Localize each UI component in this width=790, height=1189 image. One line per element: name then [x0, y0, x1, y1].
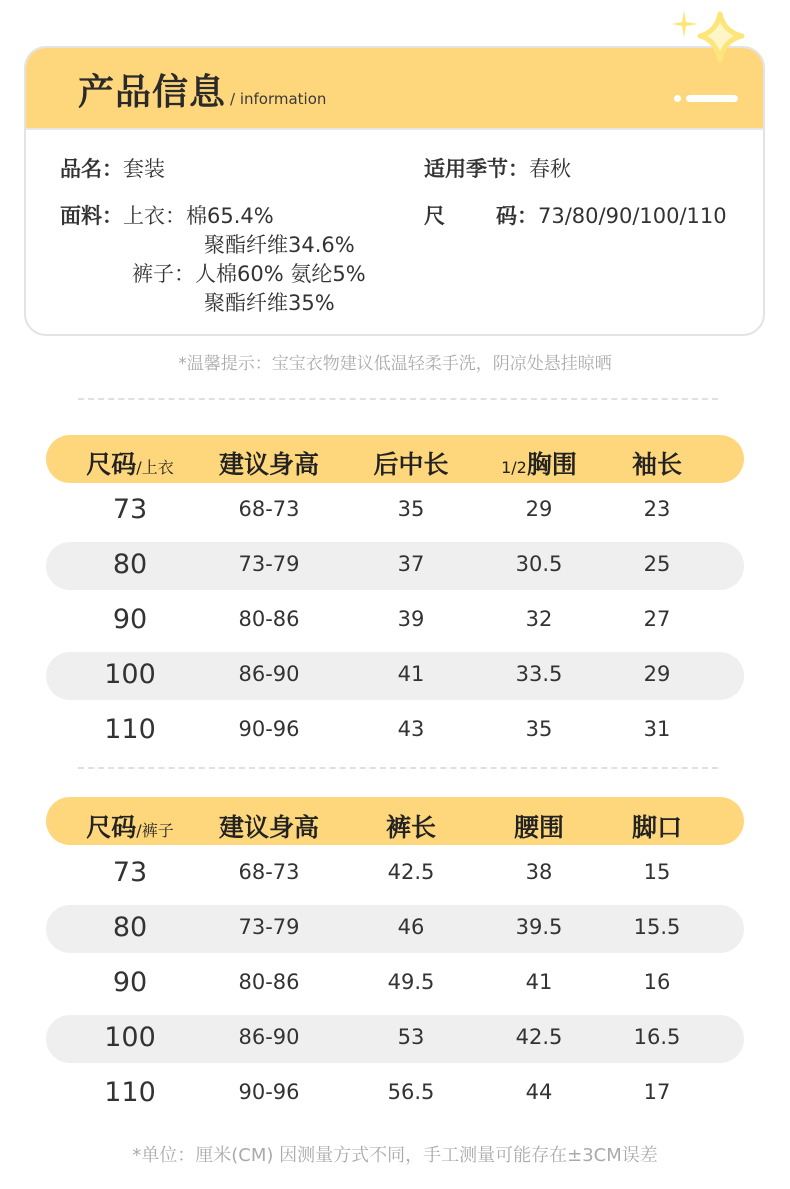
top-table-cell: 25: [643, 552, 671, 576]
fabric-label: 面料：: [60, 204, 123, 228]
top-table-cell: 68-73: [238, 497, 300, 521]
pants-header-size: 尺码/裤子: [86, 813, 174, 842]
pants-table-cell: 73: [112, 857, 148, 888]
pants-table-cell: 73-79: [238, 915, 300, 939]
top-table-cell: 27: [643, 607, 671, 631]
pants-table-cell: 41: [525, 970, 553, 994]
pants-table-cell: 42.5: [515, 1025, 563, 1049]
size-value: 73/80/90/100/110: [538, 204, 727, 228]
pants-table-cell: 110: [104, 1077, 156, 1108]
pants-table-cell: 80: [112, 912, 148, 943]
pants-fabric-line-2: 聚酯纤维35%: [204, 291, 335, 315]
product-info-title: 产品信息: [78, 72, 227, 113]
pants-table-cell: 39.5: [515, 915, 563, 939]
top-label: 上衣：: [123, 204, 186, 228]
top-table-cell: 29: [525, 497, 553, 521]
season-value: 春秋: [529, 157, 571, 181]
top-table-cell: 33.5: [515, 662, 563, 686]
pants-table-cell: 53: [397, 1025, 425, 1049]
top-table-cell: 29: [643, 662, 671, 686]
pants-table-cell: 68-73: [238, 860, 300, 884]
top-table-cell: 110: [104, 714, 156, 745]
top-table-cell: 80: [112, 549, 148, 580]
pants-table-cell: 38: [525, 860, 553, 884]
info-name-row: [60, 155, 165, 184]
pants-table-cell: 15: [643, 860, 671, 884]
top-header-height: 建议身高: [218, 450, 319, 479]
top-table-cell: 23: [643, 497, 671, 521]
pants-label: 裤子：: [132, 262, 195, 286]
pants-table-cell: 46: [397, 915, 425, 939]
pants-header-height: 建议身高: [218, 813, 319, 842]
pants-table-cell: 16.5: [633, 1025, 681, 1049]
top-table-cell: 90: [112, 604, 148, 635]
fabric-label-row: [60, 202, 274, 231]
pants-table-cell: 56.5: [387, 1080, 435, 1104]
top-header-sleeve: 袖长: [631, 450, 682, 479]
pants-table-cell: 42.5: [387, 860, 435, 884]
top-table-cell: 30.5: [515, 552, 563, 576]
pants-table-cell: 86-90: [238, 1025, 300, 1049]
top-table-cell: 43: [397, 717, 425, 741]
pants-fabric-row: [132, 260, 366, 289]
top-header-size: 尺码/上衣: [86, 450, 174, 479]
top-table-cell: 41: [397, 662, 425, 686]
sparkle-icon: [670, 4, 760, 74]
top-table-cell: 86-90: [238, 662, 300, 686]
product-info-header: [26, 48, 763, 130]
top-table-cell: 35: [525, 717, 553, 741]
decorative-dot: [674, 95, 681, 102]
pants-header-cuff: 脚口: [631, 813, 682, 842]
name-value: 套装: [123, 157, 165, 181]
pants-table-cell: 15.5: [633, 915, 681, 939]
top-fabric-line-1: 棉65.4%: [186, 204, 274, 228]
divider: [78, 398, 718, 400]
top-table-cell: 90-96: [238, 717, 300, 741]
footer-note: *单位：厘米(CM) 因测量方式不同，手工测量可能存在±3CM误差: [132, 1145, 658, 1166]
top-table-cell: 73-79: [238, 552, 300, 576]
care-tip: *温馨提示：宝宝衣物建议低温轻柔手洗，阴凉处悬挂晾晒: [178, 354, 612, 374]
top-fabric-line-2: 聚酯纤维34.6%: [204, 233, 355, 257]
season-label: 适用季节：: [424, 157, 529, 181]
product-info-subtitle: / information: [230, 90, 327, 108]
top-header-length: 后中长: [373, 450, 449, 479]
size-label-char-2: 码：: [496, 204, 538, 228]
top-table-cell: 100: [104, 659, 156, 690]
pants-fabric-line-1: 人棉60% 氨纶5%: [195, 262, 366, 286]
decorative-bar: [686, 95, 738, 102]
pants-table-cell: 44: [525, 1080, 553, 1104]
top-table-cell: 35: [397, 497, 425, 521]
product-info-card: [24, 46, 765, 336]
pants-table-cell: 49.5: [387, 970, 435, 994]
top-table-cell: 80-86: [238, 607, 300, 631]
name-label: 品名：: [60, 157, 123, 181]
info-size-row: [424, 202, 727, 231]
pants-table-cell: 90: [112, 967, 148, 998]
info-season-row: [424, 155, 571, 184]
pants-table-cell: 80-86: [238, 970, 300, 994]
pants-header-waist: 腰围: [513, 813, 564, 842]
top-table-cell: 37: [397, 552, 425, 576]
top-header-chest: 1/2胸围: [501, 450, 577, 479]
pants-table-cell: 100: [104, 1022, 156, 1053]
pants-table-cell: 16: [643, 970, 671, 994]
pants-table-cell: 17: [643, 1080, 671, 1104]
pants-header-length: 裤长: [385, 813, 436, 842]
top-table-cell: 73: [112, 494, 148, 525]
top-table-cell: 31: [643, 717, 671, 741]
top-table-cell: 32: [525, 607, 553, 631]
top-table-cell: 39: [397, 607, 425, 631]
size-label-char-1: 尺: [424, 204, 445, 228]
divider: [78, 767, 718, 769]
pants-table-cell: 90-96: [238, 1080, 300, 1104]
